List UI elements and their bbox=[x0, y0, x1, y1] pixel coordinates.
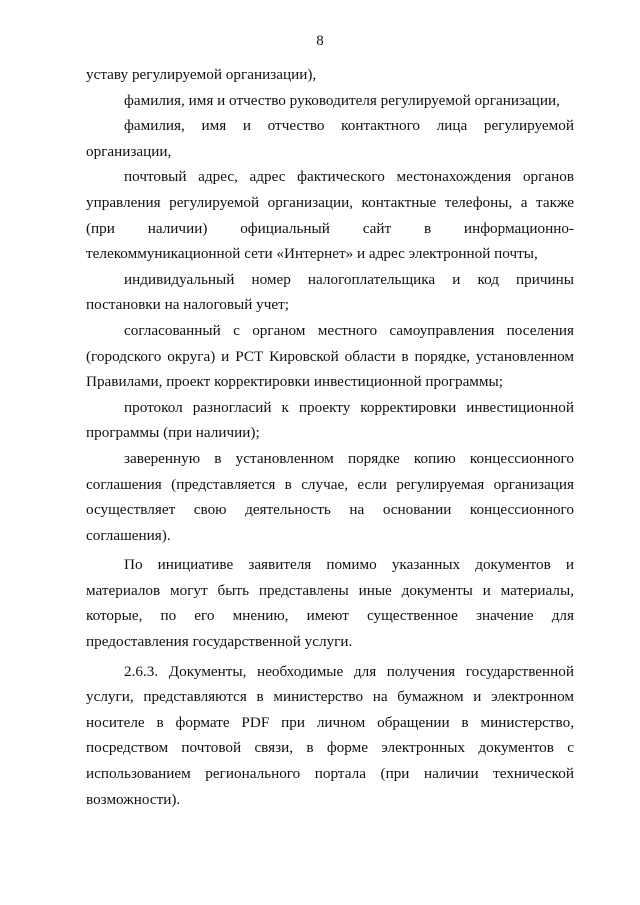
paragraph-applicant-initiative: По инициативе заявителя помимо указанных документов и материалов могут быть представлены иные документы и материалы, которые, по его мнению, имеют существенное значение для предоставления государственной услуги. bbox=[86, 556, 574, 651]
paragraph-agreed-project: согласованный с органом местного самоуправления поселения (городского округа) и РСТ Кировской области в порядке, установленном Правилами, проект корректировки инвестиционной программы; bbox=[86, 321, 574, 391]
paragraph-disagreement-protocol: протокол разногласий к проекту корректировки инвестиционной программы (при наличии); bbox=[86, 398, 574, 442]
document-body bbox=[86, 62, 574, 812]
paragraph-tax-number: индивидуальный номер налогоплательщика и код причины постановки на налоговый учет; bbox=[86, 270, 574, 314]
paragraph-contact-name: фамилия, имя и отчество контактного лица регулируемой организации, bbox=[86, 117, 574, 160]
paragraph-charter-end: уставу регулируемой организации), bbox=[86, 66, 317, 83]
paragraph-section-2-6-3: 2.6.3. Документы, необходимые для получения государственной услуги, представляются в министерство на бумажном и электронном носителе в формате PDF при личном обращении в министерство, посредством почтовой связи, в форме электронных документов с использованием регионального портала (при наличии технической возможности). bbox=[86, 662, 574, 808]
page-number: 8 bbox=[316, 33, 324, 49]
paragraph-postal-address: почтовый адрес, адрес фактического местонахождения органов управления регулируемой организации, контактные телефоны, а также (при наличии) официальный сайт в информационно-телекоммуникационной сети «Интернет» и адрес электронной почты, bbox=[86, 168, 574, 263]
paragraph-concession-copy: заверенную в установленном порядке копию концессионного соглашения (представляется в случае, если регулируемая организация осуществляет свою деятельность на основании концессионного соглашения). bbox=[86, 449, 574, 544]
paragraph-head-name: фамилия, имя и отчество руководителя регулируемой организации, bbox=[124, 91, 560, 109]
